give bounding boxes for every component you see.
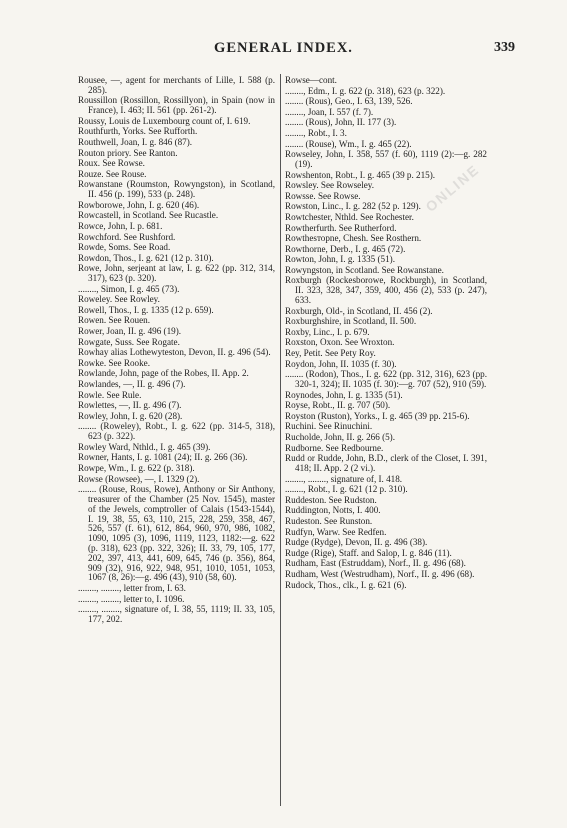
column-divider bbox=[280, 74, 281, 806]
index-entry: Roussillon (Rossillon, Rossillyon), in Spain (now in France), I. 463; II. 561 (pp. 261-2). bbox=[78, 95, 275, 116]
index-entry: Rudham, East (Estruddam), Norf., II. g. 496 (68). bbox=[285, 558, 466, 569]
index-entry: Rowen. See Rouen. bbox=[78, 315, 150, 326]
index-entry: Rowhay alias Lothewyteston, Devon, II. g. 496 (54). bbox=[78, 347, 271, 358]
index-entry: Ruddeston. See Rudston. bbox=[285, 494, 377, 505]
index-entry: Rudham, West (Westrudham), Norf., II. g. 496 (68). bbox=[285, 568, 475, 579]
index-entry: Rowlande, John, page of the Robes, II. App. 2. bbox=[78, 368, 249, 379]
page-title: GENERAL INDEX. bbox=[214, 40, 353, 56]
index-entry: Rower, Joan, II. g. 496 (19). bbox=[78, 326, 182, 337]
index-entry: Roydon, John, II. 1035 (f. 30). bbox=[285, 358, 397, 369]
index-entry: Royston (Ruston), Yorks., I. g. 465 (39 pp. 215-6). bbox=[285, 410, 470, 421]
index-entry: ........ (Roweley), Robt., I. g. 622 (pp. 314-5, 318), 623 (p. 322). bbox=[78, 421, 275, 442]
page-number: 339 bbox=[494, 40, 515, 55]
index-entry: Rowgate, Suss. See Rogate. bbox=[78, 336, 180, 347]
index-entry: Rowtchester, Nthld. See Rochester. bbox=[285, 211, 414, 222]
index-entry: Routhfurth, Yorks. See Rufforth. bbox=[78, 126, 198, 137]
index-entry: Rudock, Thos., clk., I. g. 621 (6). bbox=[285, 579, 407, 590]
index-entry: Roxston, Oxon. See Wroxton. bbox=[285, 337, 395, 348]
index-entry: Rowce, John, I. p. 681. bbox=[78, 220, 163, 231]
index-entry: Rowse—cont. bbox=[285, 75, 337, 85]
index-entry: Rowde, Soms. See Road. bbox=[78, 242, 171, 253]
index-entry: Rowanstane (Roumston, Rowyngston), in Scotland, II. 456 (p. 199), 533 (p. 248). bbox=[78, 179, 275, 200]
index-entry: Rowchford. See Rushford. bbox=[78, 231, 176, 242]
index-entry: Rowke. See Rooke. bbox=[78, 357, 150, 368]
index-entry: Rudeston. See Runston. bbox=[285, 515, 373, 526]
index-entry: Rudge (Rige), Staff. and Salop, I. g. 846 (11). bbox=[285, 547, 452, 558]
index-entry: Rowyngston, in Scotland. See Rowanstane. bbox=[285, 264, 444, 275]
index-entry: Rudge (Rydge), Devon, II. g. 496 (38). bbox=[285, 537, 428, 548]
index-entry: Rey, Petit. See Pety Roy. bbox=[285, 348, 376, 359]
index-entry: Rowse (Rowsee), —, I. 1329 (2). bbox=[78, 473, 200, 484]
index-entry: Rouze. See Rouse. bbox=[78, 168, 147, 179]
index-entry: Rowlettes, —, II. g. 496 (7). bbox=[78, 400, 182, 411]
index-entry: Roux. See Rowse. bbox=[78, 158, 145, 169]
index-entry: ........, Robt., I. g. 621 (12 p. 310). bbox=[285, 484, 408, 495]
index-entry: Rowle. See Rule. bbox=[78, 389, 142, 400]
index-entry: Rowley, John, I. g. 620 (28). bbox=[78, 410, 183, 421]
index-entry: Rowsse. See Rowse. bbox=[285, 190, 361, 201]
watermark: ONLINE bbox=[422, 161, 483, 215]
left-column bbox=[78, 76, 275, 626]
index-entry: ........, Joan, I. 557 (f. 7). bbox=[285, 106, 374, 117]
index-entry: Roxburghshire, in Scotland, II. 500. bbox=[285, 316, 417, 327]
index-entry: Rudd or Rudde, John, B.D., clerk of the Closet, I. 391, 418; II. App. 2 (2 vi.). bbox=[285, 453, 487, 473]
index-entry: Rowe, John, serjeant at law, I. g. 622 (pp. 312, 314, 317), 623 (p. 320). bbox=[78, 263, 275, 284]
index-entry: ........ (Rous), Geo., I. 63, 139, 526. bbox=[285, 96, 413, 107]
index-entry: ........ (Rouse, Rous, Rowe), Anthony or Sir Anthony, treasurer of the Chamber (25 Nov. 1545), master of the Jewels, comptroller of Calais (1543-1544), I. 19, 38, 55, 63, 110, 215, 228, 259, 358, 467, 526, 557 (f. 61), 612, 864, 960, 970, 986, 1082, 1090, 1095 (3), 1096, 1119, 1123, 1182:—g. 622 (p. 318), 623 (pp. 322, 326); II. 33, 79, 105, 177, 202, 397, 413, 441, 609, 645, 746 (p. 356), 864, 909 (32), 916, 922, 948, 951, 1010, 1051, 1053, 1067 (8, 26):—g. 496 (43), 910 (58, 60). bbox=[78, 484, 275, 583]
index-entry: ........, Simon, I. g. 465 (73). bbox=[78, 283, 180, 294]
index-entry: Rowtherfurth. See Rutherford. bbox=[285, 222, 397, 233]
index-entry: Roxburgh (Rockesborowe, Rockburgh), in Scotland, II. 323, 328, 347, 359, 400, 456 (2), 533 (p. 247), 633. bbox=[285, 275, 487, 306]
index-entry: Roxby, Linc., I. p. 679. bbox=[285, 326, 370, 337]
index-entry: ........, ........, letter from, I. 63. bbox=[78, 582, 186, 593]
index-entry: Routhwell, Joan, I. g. 846 (87). bbox=[78, 136, 193, 147]
index-entry: ........, ........, signature of, I. 418. bbox=[285, 473, 403, 484]
index-entry: Rowlandes, —, II. g. 496 (7). bbox=[78, 379, 186, 390]
index-entry: Rowcastell, in Scotland. See Rucastle. bbox=[78, 210, 219, 221]
index-entry: Rowseley, John, I. 358, 557 (f. 60), 1119 (2):—g. 282 (19). bbox=[285, 149, 487, 169]
index-entry: Roweley. See Rowley. bbox=[78, 294, 160, 305]
index-entry: Rudfyn, Warw. See Redfen. bbox=[285, 526, 387, 537]
index-entry: ........, ........, signature of, I. 38, 55, 1119; II. 33, 105, 177, 202. bbox=[78, 604, 275, 624]
index-entry: ........ (Rouse), Wm., I. g. 465 (22). bbox=[285, 138, 412, 149]
index-entry: Rowell, Thos., I. g. 1335 (12 p. 659). bbox=[78, 304, 214, 315]
index-entry: Rowborowe, John, I. g. 620 (46). bbox=[78, 199, 200, 210]
index-entry: ........, Robt., I. 3. bbox=[285, 127, 347, 138]
index-entry: Rowthesторne, Chesh. See Rosthern. bbox=[285, 233, 422, 244]
index-entry: Rowston, Linc., I. g. 282 (52 p. 129). bbox=[285, 201, 421, 212]
index-entry: Royse, Robt., II. g. 707 (50). bbox=[285, 400, 391, 411]
index-entry: Rowshenton, Robt., I. g. 465 (39 p. 215). bbox=[285, 169, 436, 180]
index-entry: Rudborne. See Redbourne. bbox=[285, 442, 384, 453]
index-entry: ........ (Rous), John, II. 177 (3). bbox=[285, 117, 397, 128]
index-entry: Rowner, Hants, I. g. 1081 (24); II. g. 266 (36). bbox=[78, 452, 248, 463]
index-entry: Ruddington, Notts, I. 400. bbox=[285, 505, 381, 516]
index-entry: Roxburgh, Old-, in Scotland, II. 456 (2). bbox=[285, 305, 433, 316]
index-entry: Roussy, Louis de Luxembourg count of, I. 619. bbox=[78, 115, 251, 126]
index-entry: Rowpe, Wm., I. g. 622 (p. 318). bbox=[78, 462, 195, 473]
index-entry: Rowton, John, I. g. 1335 (51). bbox=[285, 254, 396, 265]
index-entry: Rousee, —, agent for merchants of Lille, I. 588 (p. 285). bbox=[78, 75, 275, 95]
index-entry: Ruchini. See Rinuchini. bbox=[285, 421, 373, 432]
index-entry: Rowdon, Thos., I. g. 621 (12 p. 310). bbox=[78, 252, 214, 263]
index-entry: Roynodes, John, I. g. 1335 (51). bbox=[285, 389, 403, 400]
index-entry: ........ (Rodon), Thos., I. g. 622 (pp. 312, 316), 623 (pp. 320-1, 324); II. 1035 (f. 30):—g. 707 (52), 910 (59). bbox=[285, 369, 487, 390]
running-header bbox=[0, 40, 567, 58]
index-entry: Rowthorne, Derb., I. g. 465 (72). bbox=[285, 243, 406, 254]
index-entry: Rowley Ward, Nthld., I. g. 465 (39). bbox=[78, 441, 211, 452]
index-entry: Routon priory. See Ranton. bbox=[78, 147, 178, 158]
index-entry: Rucholde, John, II. g. 266 (5). bbox=[285, 432, 395, 442]
index-entry: ........, ........, letter to, I. 1096. bbox=[78, 593, 185, 604]
index-entry: ........, Edm., I. g. 622 (p. 318), 623 (p. 322). bbox=[285, 85, 446, 96]
index-entry: Rowsley. See Rowseley. bbox=[285, 180, 375, 191]
right-column bbox=[285, 76, 487, 591]
